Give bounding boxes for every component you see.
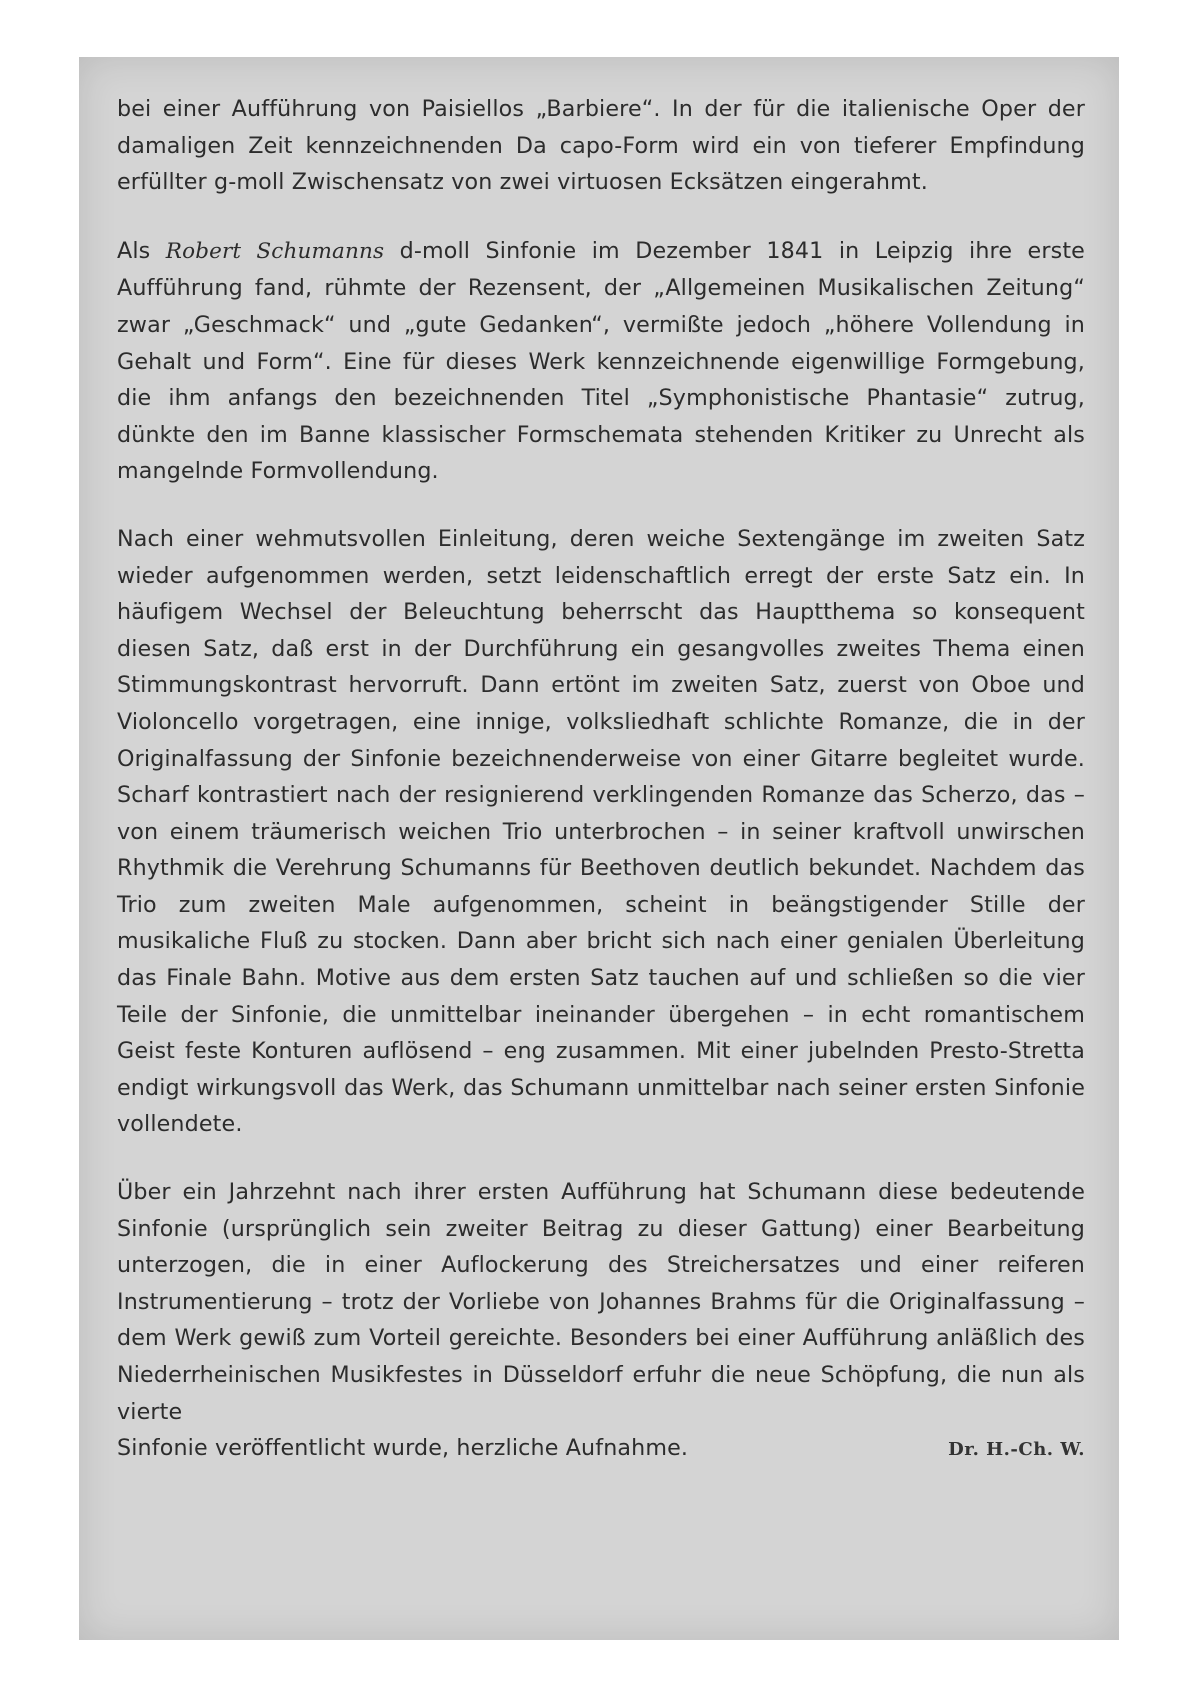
paragraph-2 bbox=[117, 233, 1085, 490]
paragraph-2-lead: Als bbox=[117, 237, 166, 264]
paragraph-4-last-line bbox=[117, 1430, 1085, 1469]
paragraph-4-last: Sinfonie veröffentlicht wurde, herzliche Aufnahme. bbox=[117, 1435, 689, 1462]
paragraph-2-text: d-moll Sinfonie im Dezember 1841 in Leipzig ihre erste Aufführung fand, rühmte der Rezensent, der „Allgemeinen Musikalischen Zeitung“ zwar „Geschmack“ und „gute Gedanken“, vermißte jedoch „höhere Vollendung in Gehalt und Form“. Eine für dieses Werk kennzeichnende eigenwillige Formgebung, die ihm anfangs den bezeichnenden Titel „Symphonistische Phantasie“ zutrug, dünkte den im Banne klassischer Formschemata stehenden Kritiker zu Unrecht als mangelnde Formvollendung. bbox=[117, 237, 1085, 485]
article-body bbox=[117, 91, 1085, 1500]
paragraph-3: Nach einer wehmutsvollen Einleitung, deren weiche Sextengänge im zweiten Satz wieder aufgenommen werden, setzt leidenschaftlich erregt der erste Satz ein. In häufigem Wechsel der Beleuchtung beherrscht das Hauptthema so konsequent diesen Satz, daß erst in der Durchführung ein gesangvolles zweites Thema einen Stimmungskontrast hervorruft. Dann ertönt im zweiten Satz, zuerst von Oboe und Violoncello vorgetragen, eine innige, volksliedhaft schlichte Romanze, die in der Originalfassung der Sinfonie bezeichnenderweise von einer Gitarre begleitet wurde. Scharf kontrastiert nach der resignierend verklingenden Romanze das Scherzo, das – von einem träumerisch weichen Trio unterbrochen – in seiner kraftvoll unwirschen Rhythmik die Verehrung Schumanns für Beethoven deutlich bekundet. Nachdem das Trio zum zweiten Male aufgenommen, scheint in beängstigender Stille der musikaliche Fluß zu stocken. Dann aber bricht sich nach einer genialen Überleitung das Finale Bahn. Motive aus dem ersten Satz tauchen auf und schließen so die vier Teile der Sinfonie, die unmittelbar ineinander übergehen – in echt romantischem Geist feste Konturen auflösend – eng zusammen. Mit einer jubelnden Presto-Stretta endigt wirkungsvoll das Werk, das Schumann unmittelbar nach seiner ersten Sinfonie vollendete. bbox=[117, 525, 1085, 1138]
composer-name: Robert Schumanns bbox=[165, 238, 385, 264]
scanned-page bbox=[79, 57, 1119, 1640]
paragraph-4-text: Über ein Jahrzehnt nach ihrer ersten Aufführung hat Schumann diese bedeutende Sinfonie (ursprünglich sein zweiter Beitrag zu dieser Gattung) einer Bearbeitung unterzogen, die in einer Auflockerung des Streichersatzes und einer reiferen Instrumentierung – trotz der Vorliebe von Johannes Brahms für die Originalfassung – dem Werk gewiß zum Vorteil gereichte. Besonders bei einer Aufführung anläßlich des Niederrheinischen Musikfestes in Düsseldorf erfuhr die neue Schöpfung, die nun als vierte bbox=[117, 1179, 1085, 1425]
paragraph-4 bbox=[117, 1174, 1085, 1469]
author-signature: Dr. H.-Ch. W. bbox=[948, 1439, 1085, 1461]
paragraph-1: bei einer Aufführung von Paisiellos „Barbiere“. In der für die italienische Oper der damaligen Zeit kennzeichnenden Da capo-Form wird ein von tieferer Empfindung erfüllter g-moll Zwischensatz von zwei virtuosen Ecksätzen eingerahmt. bbox=[117, 96, 1085, 196]
